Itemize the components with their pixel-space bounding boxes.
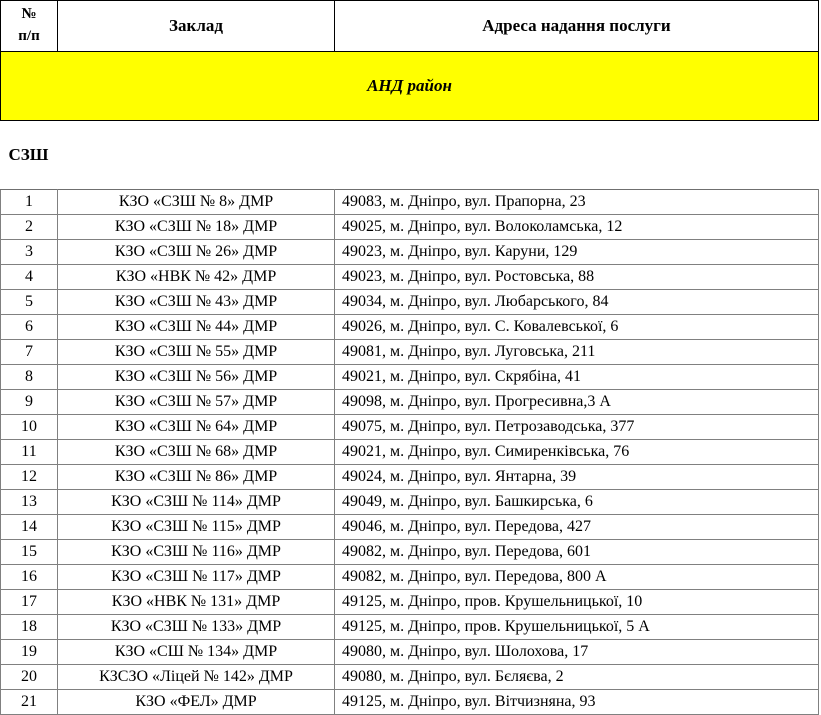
institution-cell: КЗО «СЗШ № 64» ДМР (58, 415, 335, 440)
institution-cell: КЗО «СЗШ № 68» ДМР (58, 440, 335, 465)
address-cell: 49021, м. Дніпро, вул. Скрябіна, 41 (335, 365, 819, 390)
table-row (1, 340, 819, 365)
district-band-label: АНД район (1, 52, 819, 121)
address-cell: 49125, м. Дніпро, пров. Крушельницької, 10 (335, 590, 819, 615)
table-row (1, 190, 819, 215)
institution-cell: КЗО «СЗШ № 116» ДМР (58, 540, 335, 565)
address-cell: 49023, м. Дніпро, вул. Ростовська, 88 (335, 265, 819, 290)
facilities-table (0, 0, 819, 189)
row-number-cell: 3 (1, 240, 58, 265)
address-cell: 49125, м. Дніпро, пров. Крушельницької, 5 А (335, 615, 819, 640)
address-cell: 49021, м. Дніпро, вул. Симиренківська, 76 (335, 440, 819, 465)
institution-cell: КЗО «НВК № 42» ДМР (58, 265, 335, 290)
row-number-cell: 17 (1, 590, 58, 615)
row-number-cell: 13 (1, 490, 58, 515)
address-cell: 49082, м. Дніпро, вул. Передова, 800 А (335, 565, 819, 590)
institution-cell: КЗО «СЗШ № 117» ДМР (58, 565, 335, 590)
column-header-institution: Заклад (58, 1, 335, 52)
institution-cell: КЗО «СЗШ № 55» ДМР (58, 340, 335, 365)
table-row (1, 565, 819, 590)
row-number-cell: 7 (1, 340, 58, 365)
institution-cell: КЗО «СЗШ № 57» ДМР (58, 390, 335, 415)
address-cell: 49049, м. Дніпро, вул. Башкирська, 6 (335, 490, 819, 515)
institution-cell: КЗО «СЗШ № 43» ДМР (58, 290, 335, 315)
institution-cell: КЗО «СЗШ № 115» ДМР (58, 515, 335, 540)
table-row (1, 515, 819, 540)
section-header-label: СЗШ (1, 121, 819, 190)
address-cell: 49080, м. Дніпро, вул. Шолохова, 17 (335, 640, 819, 665)
row-number-cell: 21 (1, 690, 58, 715)
column-header-number (1, 1, 58, 52)
address-cell: 49098, м. Дніпро, вул. Прогресивна,3 А (335, 390, 819, 415)
table-row (1, 490, 819, 515)
table-row (1, 665, 819, 690)
row-number-cell: 6 (1, 315, 58, 340)
address-cell: 49125, м. Дніпро, вул. Вітчизняна, 93 (335, 690, 819, 715)
institution-cell: КЗО «ФЕЛ» ДМР (58, 690, 335, 715)
row-number-cell: 12 (1, 465, 58, 490)
row-number-cell: 20 (1, 665, 58, 690)
row-number-cell: 19 (1, 640, 58, 665)
table-row (1, 465, 819, 490)
table-row (1, 315, 819, 340)
table-body (1, 1, 819, 190)
row-number-cell: 10 (1, 415, 58, 440)
row-number-cell: 4 (1, 265, 58, 290)
institution-cell: КЗО «НВК № 131» ДМР (58, 590, 335, 615)
institution-cell: КЗО «СЗШ № 8» ДМР (58, 190, 335, 215)
column-header-number-line1: № (21, 6, 37, 23)
institution-cell: КЗО «СШ № 134» ДМР (58, 640, 335, 665)
table-row (1, 290, 819, 315)
row-number-cell: 15 (1, 540, 58, 565)
row-number-cell: 8 (1, 365, 58, 390)
column-header-number-line2: п/п (18, 28, 40, 44)
row-number-cell: 18 (1, 615, 58, 640)
address-cell: 49024, м. Дніпро, вул. Янтарна, 39 (335, 465, 819, 490)
address-cell: 49034, м. Дніпро, вул. Любарського, 84 (335, 290, 819, 315)
table-row (1, 590, 819, 615)
address-cell: 49026, м. Дніпро, вул. С. Ковалевської, 6 (335, 315, 819, 340)
address-cell: 49023, м. Дніпро, вул. Каруни, 129 (335, 240, 819, 265)
address-cell: 49082, м. Дніпро, вул. Передова, 601 (335, 540, 819, 565)
row-number-cell: 1 (1, 190, 58, 215)
row-number-cell: 14 (1, 515, 58, 540)
row-number-cell: 2 (1, 215, 58, 240)
table-row (1, 215, 819, 240)
address-cell: 49081, м. Дніпро, вул. Луговська, 211 (335, 340, 819, 365)
table-row (1, 615, 819, 640)
institution-cell: КЗО «СЗШ № 114» ДМР (58, 490, 335, 515)
address-cell: 49075, м. Дніпро, вул. Петрозаводська, 377 (335, 415, 819, 440)
table-row (1, 690, 819, 715)
address-cell: 49046, м. Дніпро, вул. Передова, 427 (335, 515, 819, 540)
institution-cell: КЗО «СЗШ № 56» ДМР (58, 365, 335, 390)
data-rows-body (1, 190, 819, 715)
row-number-cell: 11 (1, 440, 58, 465)
table-header-row (1, 1, 819, 52)
section-header-row (1, 121, 819, 190)
table-row (1, 265, 819, 290)
institution-cell: КЗО «СЗШ № 133» ДМР (58, 615, 335, 640)
row-number-cell: 9 (1, 390, 58, 415)
institution-cell: КЗСЗО «Ліцей № 142» ДМР (58, 665, 335, 690)
row-number-cell: 16 (1, 565, 58, 590)
table-row (1, 390, 819, 415)
table-row (1, 440, 819, 465)
address-cell: 49080, м. Дніпро, вул. Бєляєва, 2 (335, 665, 819, 690)
institution-cell: КЗО «СЗШ № 86» ДМР (58, 465, 335, 490)
address-cell: 49025, м. Дніпро, вул. Волоколамська, 12 (335, 215, 819, 240)
table-row (1, 365, 819, 390)
institution-cell: КЗО «СЗШ № 26» ДМР (58, 240, 335, 265)
facilities-data-table (0, 189, 819, 715)
row-number-cell: 5 (1, 290, 58, 315)
institution-cell: КЗО «СЗШ № 18» ДМР (58, 215, 335, 240)
table-row (1, 640, 819, 665)
column-header-address: Адреса надання послуги (335, 1, 819, 52)
table-row (1, 540, 819, 565)
district-band-row (1, 52, 819, 121)
institution-cell: КЗО «СЗШ № 44» ДМР (58, 315, 335, 340)
table-row (1, 240, 819, 265)
table-row (1, 415, 819, 440)
address-cell: 49083, м. Дніпро, вул. Прапорна, 23 (335, 190, 819, 215)
